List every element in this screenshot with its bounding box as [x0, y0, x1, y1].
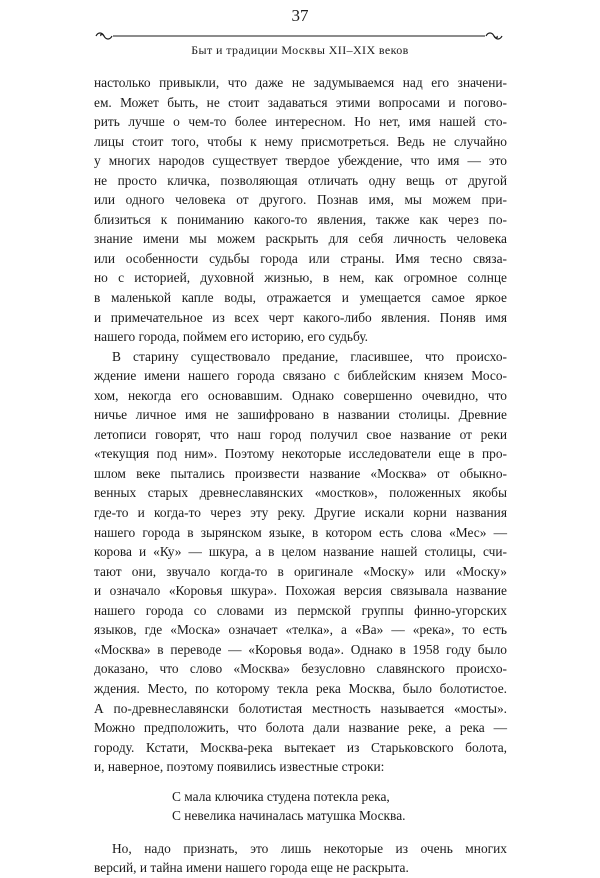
text-line: ждения. Место, по которому текла река Москва, было болотистое.	[94, 680, 507, 696]
text-line: в маленькой капле воды, отражается и умещается самое яркое	[94, 290, 507, 306]
text-line: ждение имени нашего города связано с библейским князем Мосо-	[94, 368, 507, 384]
text-line: В старину существовало предание, гласившее, что происхо-	[112, 348, 507, 364]
body-text	[94, 73, 507, 878]
text-line: Можно предположить, что болота дали название реке, а река —	[94, 720, 507, 736]
header-ornament-rule	[95, 31, 503, 41]
text-line: «Москва» в переводе — «Коровья вода». Однако в 1958 году было	[94, 641, 507, 657]
flourish-left-icon	[96, 33, 112, 39]
page-number: 37	[291, 6, 309, 25]
text-line: корова и «Ку» — шкура, а в целом название нашей столицы, счи-	[94, 544, 507, 560]
text-line: ничье личное имя не зашифровано в названии столицы. Древние	[94, 407, 507, 423]
text-line: «текущия под ним». Поэтому некоторые исследователи еще в про-	[94, 446, 507, 462]
text-line: версий, и тайна имени нашего города еще не раскрыта.	[94, 860, 409, 876]
text-line: и, наверное, поэтому появились известные строки:	[94, 759, 385, 775]
text-line: городу. Кстати, Москва-река вытекает из Старьковского болота,	[94, 739, 507, 755]
poem-verse: С невелика начиналась матушка Москва.	[172, 808, 406, 824]
text-line: венных старых древнеславянских «мостков», положенных якобы	[94, 485, 507, 501]
text-line: летописи говорят, что наш город получил свое название от реки	[94, 426, 507, 442]
paragraph-2	[94, 347, 507, 777]
text-line: доказано, что слово «Москва» безусловно славянского происхо-	[94, 661, 507, 677]
text-line: тают они, звучало когда-то в оригинале «Моску» или «Моску»	[94, 563, 507, 579]
poem-verse: С мала ключика студена потекла река,	[172, 788, 390, 804]
text-line: лицы стоит того, чтобы к нему присмотреться. Ведь не случайно	[94, 133, 507, 149]
flourish-right-icon	[486, 33, 502, 39]
text-line: и примечательное из всех черт какого-либо явления. Поняв имя	[94, 309, 507, 325]
paragraph-1	[94, 73, 507, 347]
text-line: не просто кличка, позволяющая отличать одну вещь от другой	[94, 172, 507, 188]
text-line: где-то и когда-то через эту реку. Другие искали корни названия	[94, 505, 507, 521]
text-line: нашего города в зырянском языке, в котором есть слова «Мес» —	[94, 524, 507, 540]
text-line: нашего города, поймем его историю, его судьбу.	[94, 329, 369, 345]
text-line: нашего города со словами из пермской группы финно-угорских	[94, 602, 507, 618]
paragraph-3	[94, 839, 507, 878]
text-line: близиться к пониманию какого-то явления, также как через по-	[94, 211, 507, 227]
text-line: и означало «Коровья шкура». Похожая версия связывала название	[94, 583, 507, 599]
text-line: у многих народов существует твердое убеждение, что имя — это	[94, 153, 507, 169]
text-line: шлом веке пытались произвести название «Москва» от обыкно-	[94, 465, 507, 481]
text-line: рить лучше о чем-то более интересном. Но нет, имя нашей сто-	[94, 114, 507, 130]
text-line: настолько привыкли, что даже не задумываемся над его значени-	[94, 75, 507, 90]
text-line: ем. Может быть, не стоит задаваться этими вопросами и погово-	[94, 94, 507, 110]
text-line: языков, где «Моска» означает «телка», а «Ва» — «река», то есть	[94, 622, 507, 638]
text-line: А по-древнеславянски болотистая местность называется «мосты».	[94, 700, 507, 716]
text-line: но с историей, духовной жизнью, в нем, как огромное солнце	[94, 270, 507, 286]
poem-quote	[172, 787, 507, 826]
text-line: или особенности судьбы города или страны. Имя тесно связа-	[94, 250, 507, 266]
text-line: Но, надо признать, это лишь некоторые из очень многих	[112, 840, 507, 856]
text-line: знание имени мы можем раскрыть для себя личность человека	[94, 231, 507, 247]
text-line: хом, некогда его основавшим. Однако совершенно очевидно, что	[94, 387, 507, 403]
text-line: или одного человека от другого. Познав имя, мы можем при-	[94, 192, 507, 208]
running-head: Быт и традиции Москвы XII–XIX веков	[191, 43, 409, 57]
